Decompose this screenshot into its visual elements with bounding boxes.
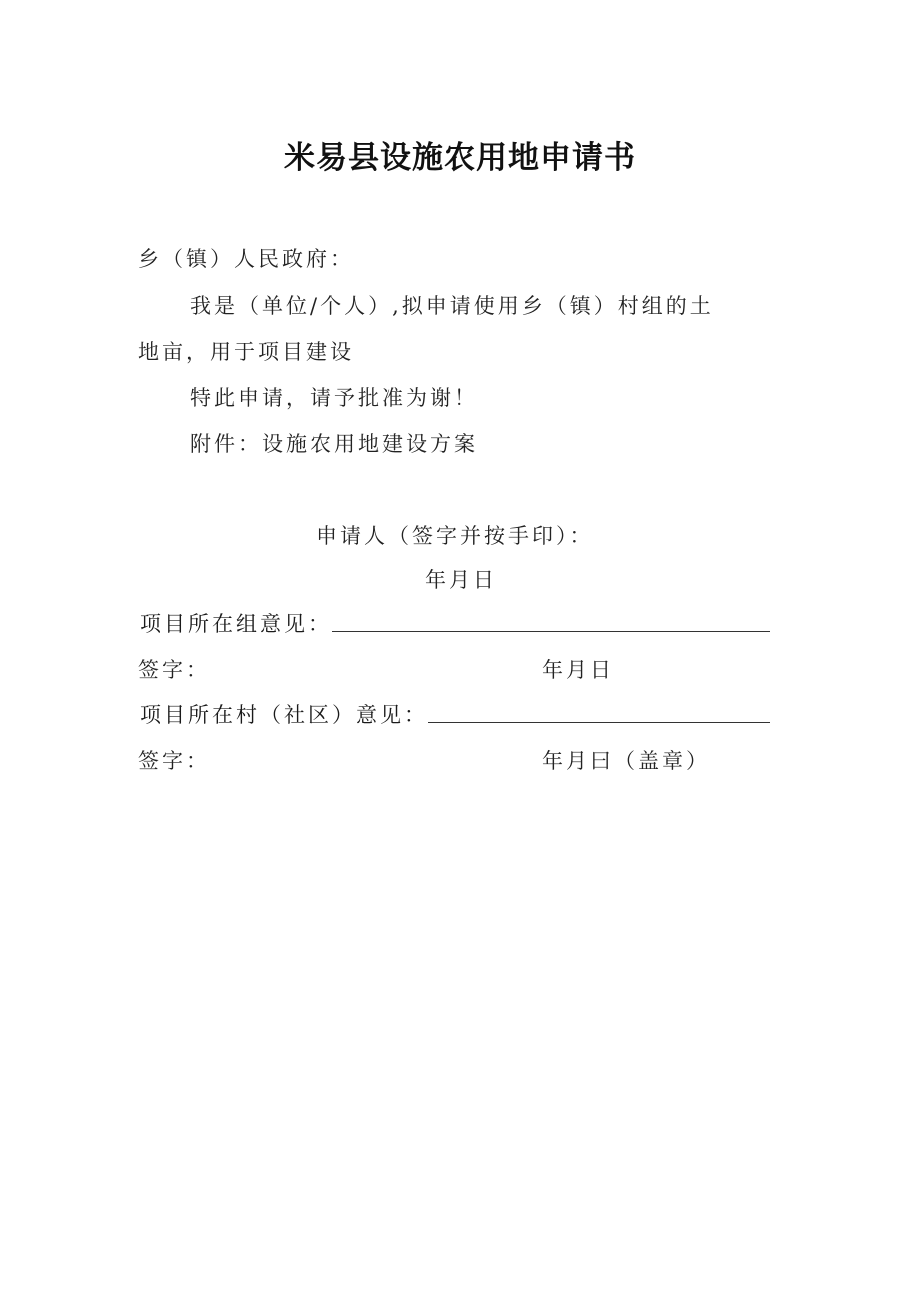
document-title: 米易县设施农用地申请书 (284, 140, 636, 176)
body-line-1: 我是（单位/个人）,拟申请使用乡（镇）村组的土 (190, 294, 714, 318)
applicant-date: 年月日 (425, 568, 497, 592)
salutation: 乡（镇）人民政府： (138, 247, 354, 271)
village-opinion-row (140, 699, 770, 729)
group-sign-label: 签字： (138, 658, 210, 682)
group-opinion-label: 项目所在组意见： (140, 612, 332, 636)
group-opinion-field[interactable] (332, 627, 770, 632)
request-line: 特此申请，请予批准为谢！ (190, 386, 478, 410)
village-opinion-label: 项目所在村（社区）意见： (140, 703, 428, 727)
village-sign-label: 签字： (138, 749, 210, 773)
group-date: 年月日 (542, 658, 614, 682)
body-line-2: 地亩，用于项目建设 (138, 340, 354, 364)
attachment-line: 附件：设施农用地建设方案 (190, 432, 478, 456)
applicant-signature-label: 申请人（签字并按手印）： (316, 524, 594, 548)
village-date-seal: 年月曰（盖章） (542, 749, 710, 773)
village-opinion-field[interactable] (428, 718, 770, 723)
group-opinion-row (140, 608, 770, 638)
